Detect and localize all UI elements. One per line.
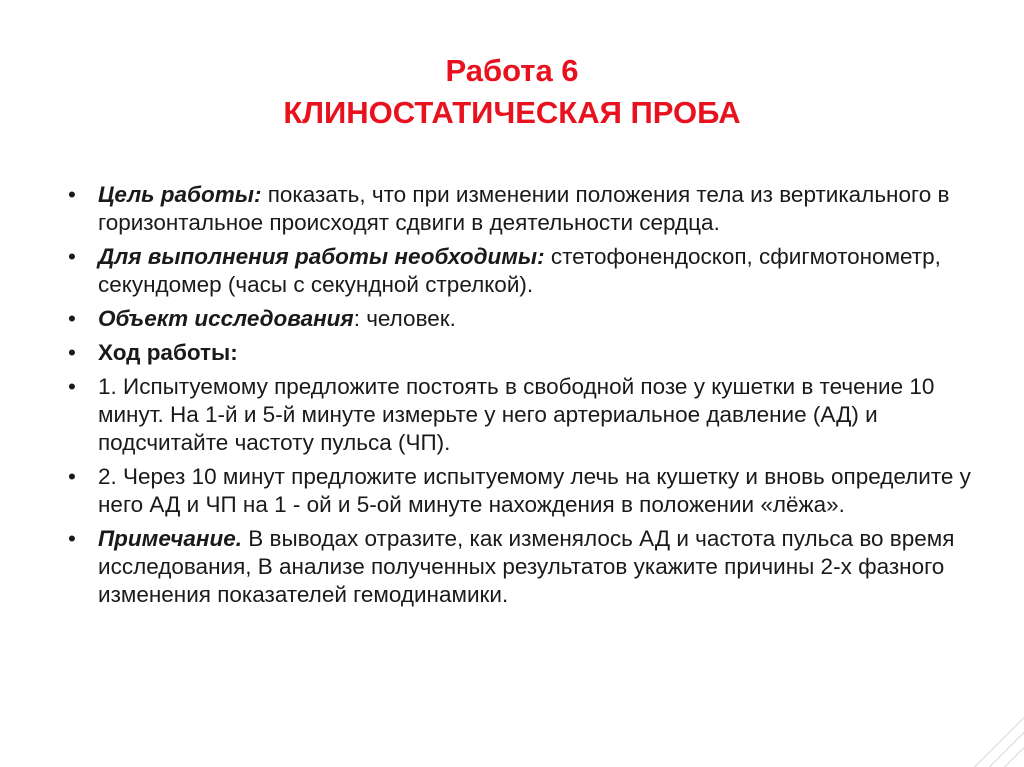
list-item-note: [62, 525, 982, 609]
item-text: стетофонендоскоп, сфигмотонометр, секундомер (часы с секундной стрелкой).: [98, 244, 941, 297]
bullet-icon: •: [68, 182, 76, 207]
item-label: Примечание.: [98, 526, 242, 551]
bullet-icon: •: [68, 306, 76, 331]
item-label: Цель работы:: [98, 182, 262, 207]
item-label: Ход работы:: [98, 340, 238, 365]
slide-title: [0, 50, 1024, 134]
bullet-icon: •: [68, 374, 76, 399]
list-item-procedure-heading: [62, 339, 982, 367]
item-text: показать, что при изменении положения тела из вертикального в горизонтальное происходят сдвиги в деятельности сердца.: [98, 182, 950, 235]
title-line-2: КЛИНОСТАТИЧЕСКАЯ ПРОБА: [283, 95, 741, 130]
item-text: 2. Через 10 минут предложите испытуемому лечь на кушетку и вновь определите у него АД и ЧП на 1 - ой и 5-ой минуте нахождения в положении «лёжа».: [98, 464, 971, 517]
title-line-1: Работа 6: [445, 53, 579, 88]
list-item-step-2: [62, 463, 982, 519]
item-label: Для выполнения работы необходимы:: [98, 244, 545, 269]
item-text: 1. Испытуемому предложите постоять в свободной позе у кушетки в течение 10 минут. На 1-й и 5-й минуте измерьте у него артериальное давление (АД) и подсчитайте частоту пульса (ЧП).: [98, 374, 935, 455]
bullet-icon: •: [68, 340, 76, 365]
item-text: : человек.: [353, 306, 456, 331]
corner-decoration: [964, 707, 1024, 767]
content-list: [62, 181, 982, 615]
list-item-object: [62, 305, 982, 333]
bullet-icon: •: [68, 464, 76, 489]
list-item-equipment: [62, 243, 982, 299]
item-text: В выводах отразите, как изменялось АД и частота пульса во время исследования, В анализе полученных результатов укажите причины 2-х фазного изменения показателей гемодинамики.: [98, 526, 955, 607]
bullet-icon: •: [68, 526, 76, 551]
list-item-goal: [62, 181, 982, 237]
list-item-step-1: [62, 373, 982, 457]
item-label: Объект исследования: [98, 306, 354, 331]
bullet-icon: •: [68, 244, 76, 269]
